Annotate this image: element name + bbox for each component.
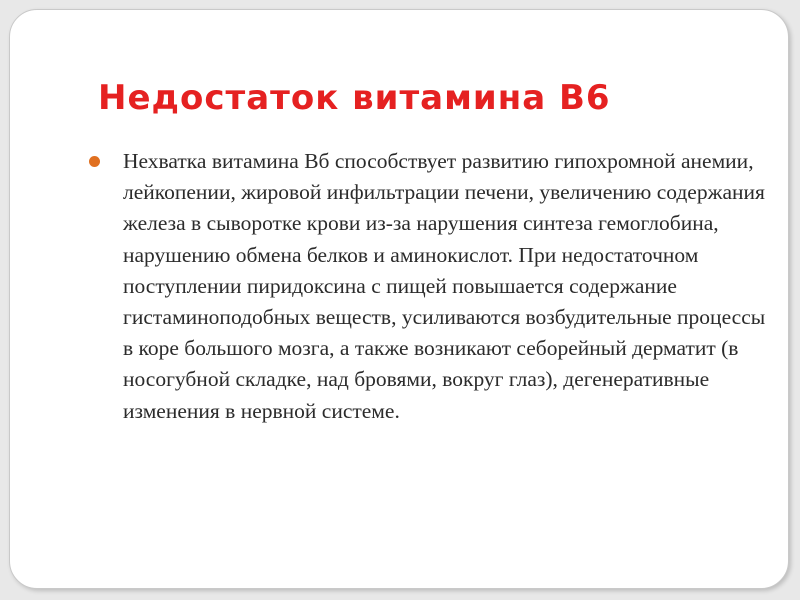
slide-card — [9, 9, 789, 589]
bullet-dot-icon — [89, 156, 100, 167]
slide-title: Недостаток витамина В6 — [98, 78, 611, 118]
bullet-text: Нехватка витамина Вб способствует развитию гипохромной анемии, лейкопении, жировой инфильтрации печени, увеличению содержания железа в сыворотке крови из-за нарушения синтеза гемоглобина, нарушению обмена белков и аминокислот. При недостаточном поступлении пиридоксина с пищей повышается содержание гистаминоподобных веществ, усиливаются возбудительные процессы в коре большого мозга, а также возникают себорейный дерматит (в носогубной складке, над бровями, вокруг глаз), дегенеративные изменения в нервной системе. — [123, 149, 766, 423]
